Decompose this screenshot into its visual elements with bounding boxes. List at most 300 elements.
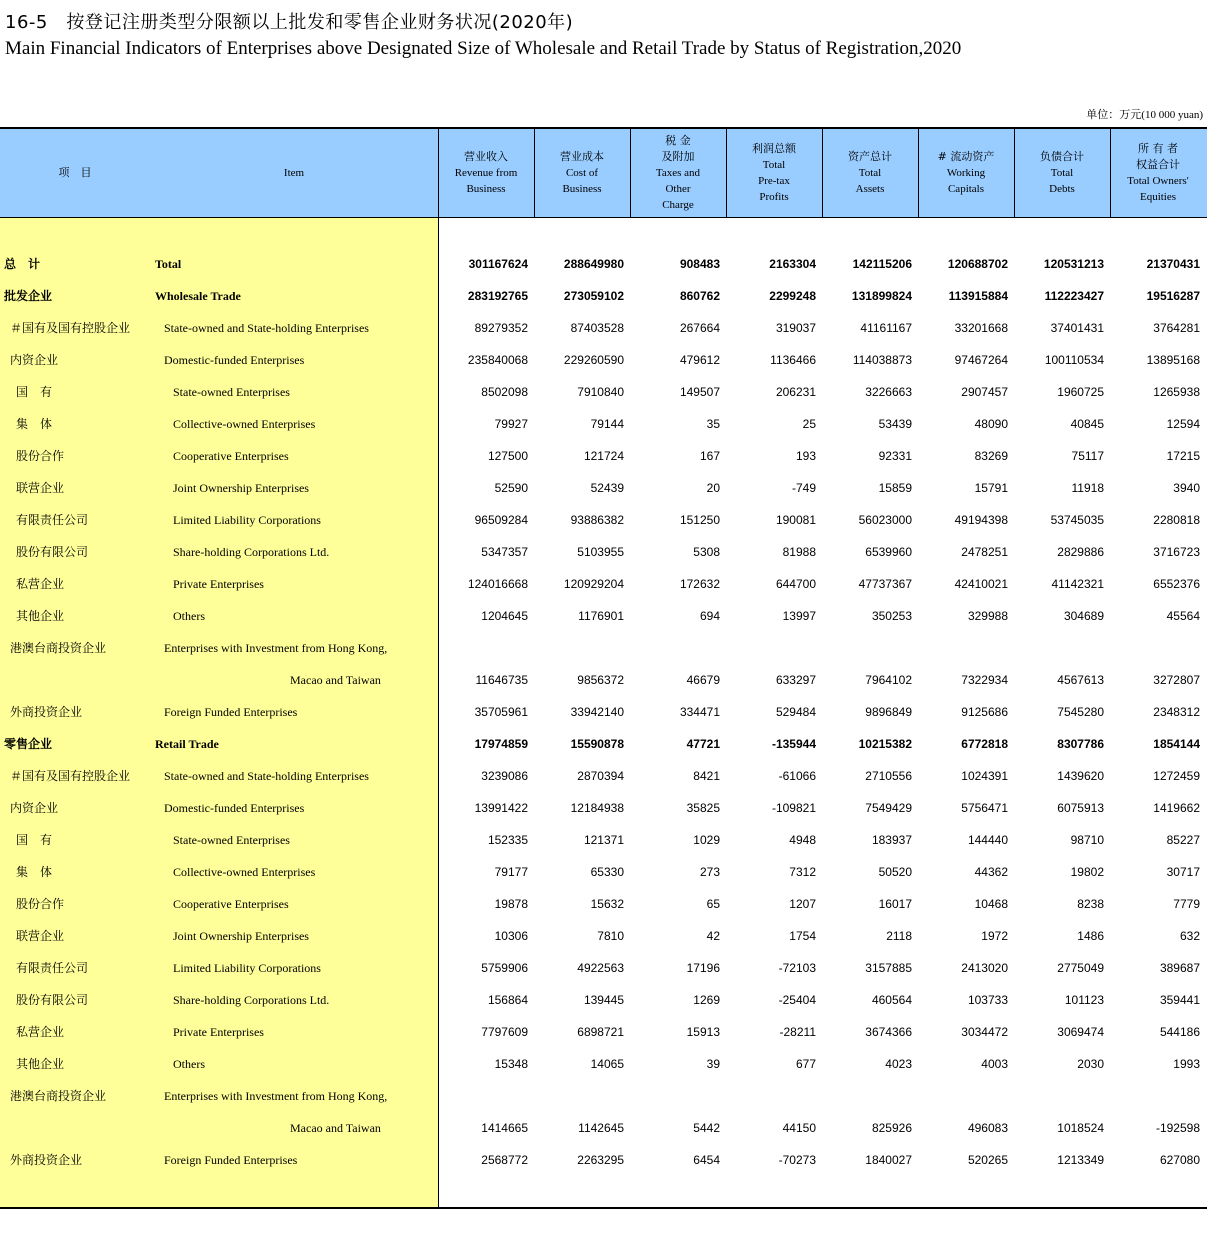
cell-value: 13895168 <box>1146 353 1200 367</box>
cell-value: 79177 <box>494 865 528 879</box>
row-label-cn: 零售企业 <box>4 737 53 751</box>
cell-value: 96509284 <box>474 513 528 527</box>
table-row <box>0 984 1207 1016</box>
row-label-en: State-owned Enterprises <box>173 833 290 847</box>
cell-value: 42410021 <box>954 577 1008 591</box>
table-row <box>0 376 1207 408</box>
cell-value: 156864 <box>487 993 528 1007</box>
column-divider <box>1014 129 1015 217</box>
row-label-en: Domestic-funded Enterprises <box>164 801 305 815</box>
cell-value: 3034472 <box>961 1025 1008 1039</box>
cell-value: 11918 <box>1071 481 1104 495</box>
cell-value: -25404 <box>778 993 816 1007</box>
cell-value: 644700 <box>775 577 816 591</box>
table-row <box>0 696 1207 728</box>
cell-value: 1024391 <box>961 769 1008 783</box>
cell-value: -109821 <box>771 801 816 815</box>
unit-label: 单位：万元(10 000 yuan) <box>1086 109 1203 121</box>
cell-value: 860762 <box>679 289 720 303</box>
row-label-cn: 内资企业 <box>10 353 59 367</box>
row-label-en: Enterprises with Investment from Hong Kong, <box>164 641 388 655</box>
cell-value: 359441 <box>1159 993 1200 1007</box>
row-label-cn: 外商投资企业 <box>10 705 83 719</box>
cell-value: 17196 <box>686 961 720 975</box>
cell-value: 2163304 <box>769 257 816 271</box>
cell-value: 301167624 <box>468 257 528 271</box>
cell-value: 1414665 <box>481 1121 528 1135</box>
cell-value: 12184938 <box>570 801 624 815</box>
cell-value: 98710 <box>1070 833 1104 847</box>
header-col-3: 利润总额 Total Pre-tax Profits <box>752 142 796 203</box>
table-row <box>0 600 1207 632</box>
cell-value: 7312 <box>789 865 816 879</box>
cell-value: 1854144 <box>1153 737 1200 751</box>
row-label-cn: 股份有限公司 <box>16 993 89 1007</box>
cell-value: 9896849 <box>865 705 912 719</box>
cell-value: 206231 <box>775 385 816 399</box>
cell-value: 273059102 <box>563 289 624 303</box>
cell-value: 6539960 <box>865 545 912 559</box>
cell-value: 93886382 <box>570 513 624 527</box>
table-row <box>0 472 1207 504</box>
cell-value: 1993 <box>1173 1057 1200 1071</box>
cell-value: 2710556 <box>865 769 912 783</box>
cell-value: 79927 <box>494 417 528 431</box>
cell-value: 167 <box>699 449 720 463</box>
cell-value: 1176901 <box>578 609 624 623</box>
cell-value: 329988 <box>967 609 1008 623</box>
cell-value: 2870394 <box>577 769 624 783</box>
cell-value: 677 <box>795 1057 816 1071</box>
cell-value: 149507 <box>679 385 720 399</box>
cell-value: 2413020 <box>961 961 1008 975</box>
header-col-6: 负债合计 Total Debts <box>1040 150 1084 195</box>
cell-value: 15791 <box>974 481 1008 495</box>
cell-value: 45564 <box>1166 609 1200 623</box>
cell-value: 15632 <box>590 897 624 911</box>
cell-value: 85227 <box>1166 833 1200 847</box>
cell-value: 5442 <box>693 1121 720 1135</box>
cell-value: 6898721 <box>577 1025 624 1039</box>
row-label-cn: 其他企业 <box>16 1057 65 1071</box>
table-row <box>0 1016 1207 1048</box>
row-label-en: Foreign Funded Enterprises <box>164 1153 298 1167</box>
row-label-en: Private Enterprises <box>173 1025 264 1039</box>
row-label-en: Others <box>173 609 205 623</box>
cell-value: 334471 <box>679 705 720 719</box>
cell-value: 19802 <box>1070 865 1104 879</box>
cell-value: 101123 <box>1064 993 1104 1007</box>
row-label-en: Retail Trade <box>155 737 219 751</box>
cell-value: 520265 <box>967 1153 1008 1167</box>
table-row <box>0 888 1207 920</box>
cell-value: 1272459 <box>1153 769 1200 783</box>
cell-value: 2775049 <box>1057 961 1104 975</box>
cell-value: 2263295 <box>577 1153 624 1167</box>
cell-value: -749 <box>791 481 816 495</box>
cell-value: 13997 <box>782 609 816 623</box>
cell-value: 65330 <box>590 865 624 879</box>
cell-value: 139445 <box>583 993 624 1007</box>
row-label-en: Wholesale Trade <box>155 289 241 303</box>
row-label-en: Cooperative Enterprises <box>173 897 289 911</box>
cell-value: 632 <box>1179 929 1200 943</box>
row-label-en: Limited Liability Corporations <box>173 513 321 527</box>
cell-value: 89279352 <box>474 321 528 335</box>
cell-value: 83269 <box>974 449 1008 463</box>
header-col-7: 所 有 者 权益合计 Total Owners' Equities <box>1127 142 1189 203</box>
cell-value: 1213349 <box>1057 1153 1104 1167</box>
cell-value: 1136466 <box>770 353 816 367</box>
cell-value: 2280818 <box>1153 513 1200 527</box>
cell-value: 8307786 <box>1057 737 1104 751</box>
row-label-cn: 集 体 <box>16 417 53 431</box>
table-row <box>0 952 1207 984</box>
cell-value: 121724 <box>583 449 624 463</box>
cell-value: 544186 <box>1159 1025 1200 1039</box>
table-row <box>0 856 1207 888</box>
cell-value: 7322934 <box>961 673 1008 687</box>
cell-value: 2478251 <box>961 545 1008 559</box>
cell-value: 17974859 <box>474 737 528 751</box>
row-label-cn: 批发企业 <box>4 289 53 303</box>
row-label-cn: 集 体 <box>16 865 53 879</box>
cell-value: 1840027 <box>865 1153 912 1167</box>
cell-value: 5759906 <box>481 961 528 975</box>
cell-value: 7810 <box>597 929 624 943</box>
cell-value: 5347357 <box>481 545 528 559</box>
cell-value: 1486 <box>1077 929 1104 943</box>
cell-value: 389687 <box>1159 961 1200 975</box>
cell-value: 46679 <box>686 673 720 687</box>
cell-value: 79144 <box>590 417 624 431</box>
cell-value: 19516287 <box>1146 289 1200 303</box>
row-label-cn: 私营企业 <box>16 1025 65 1039</box>
cell-value: -192598 <box>1155 1121 1200 1135</box>
cell-value: 5103955 <box>577 545 624 559</box>
cell-value: 44150 <box>782 1121 816 1135</box>
cell-value: 13991422 <box>474 801 528 815</box>
cell-value: 14065 <box>590 1057 624 1071</box>
cell-value: 5756471 <box>961 801 1008 815</box>
cell-value: 52439 <box>590 481 624 495</box>
column-divider <box>918 129 919 217</box>
table-row <box>0 440 1207 472</box>
cell-value: 1972 <box>981 929 1008 943</box>
cell-value: 100110534 <box>1044 353 1104 367</box>
cell-value: 50520 <box>878 865 912 879</box>
table-row <box>0 1048 1207 1080</box>
table-row <box>0 344 1207 376</box>
cell-value: 1029 <box>693 833 720 847</box>
cell-value: 1419662 <box>1153 801 1200 815</box>
cell-value: 193 <box>795 449 816 463</box>
row-label-en: Others <box>173 1057 205 1071</box>
cell-value: 17215 <box>1166 449 1200 463</box>
cell-value: 460564 <box>871 993 912 1007</box>
cell-value: 1207 <box>789 897 816 911</box>
cell-value: 633297 <box>775 673 816 687</box>
table-row <box>0 280 1207 312</box>
cell-value: 908483 <box>679 257 720 271</box>
header-col-4: 资产总计 Total Assets <box>848 150 892 195</box>
row-label-cn: 港澳台商投资企业 <box>10 1089 107 1103</box>
column-divider <box>726 129 727 217</box>
row-label-cn: 总 计 <box>4 257 41 271</box>
financial-table <box>0 127 1207 1209</box>
cell-value: 10215382 <box>858 737 912 751</box>
cell-value: 3674366 <box>865 1025 912 1039</box>
cell-value: 627080 <box>1159 1153 1200 1167</box>
cell-value: 319037 <box>775 321 816 335</box>
cell-value: 190081 <box>775 513 816 527</box>
cell-value: 15913 <box>686 1025 720 1039</box>
cell-value: 48090 <box>974 417 1008 431</box>
cell-value: 33201668 <box>954 321 1008 335</box>
cell-value: 49194398 <box>954 513 1008 527</box>
cell-value: 41161167 <box>860 321 912 335</box>
cell-value: 7779 <box>1173 897 1200 911</box>
cell-value: 33942140 <box>570 705 624 719</box>
cell-value: 5308 <box>693 545 720 559</box>
table-row <box>0 632 1207 664</box>
cell-value: 56023000 <box>858 513 912 527</box>
cell-value: 1018524 <box>1057 1121 1104 1135</box>
cell-value: 2907457 <box>961 385 1008 399</box>
cell-value: 1754 <box>789 929 816 943</box>
table-bottom-rule <box>0 1207 1207 1209</box>
cell-value: 3157885 <box>865 961 912 975</box>
table-row <box>0 504 1207 536</box>
header-col-5: # 流动资产 Working Capitals <box>937 150 995 195</box>
row-label-en: Macao and Taiwan <box>290 673 381 687</box>
cell-value: 2829886 <box>1057 545 1104 559</box>
table-row <box>0 792 1207 824</box>
cell-value: 2030 <box>1077 1057 1104 1071</box>
cell-value: 35825 <box>686 801 720 815</box>
cell-value: 1269 <box>693 993 720 1007</box>
cell-value: 694 <box>699 609 720 623</box>
row-label-cn: 联营企业 <box>16 929 65 943</box>
cell-value: 3069474 <box>1057 1025 1104 1039</box>
table-title-en: Main Financial Indicators of Enterprises above Designated Size of Wholesale and Retail Trade by Status of Registration,2020 <box>5 38 962 59</box>
cell-value: 7964102 <box>865 673 912 687</box>
table-title-cn: 16-5 按登记注册类型分限额以上批发和零售企业财务状况(2020年) <box>5 12 574 33</box>
row-label-cn: 股份合作 <box>16 897 65 911</box>
row-label-cn: 股份合作 <box>16 449 65 463</box>
cell-value: 87403528 <box>570 321 624 335</box>
cell-value: 7797609 <box>481 1025 528 1039</box>
cell-value: 9856372 <box>577 673 624 687</box>
header-item-cn: 项 目 <box>58 166 92 179</box>
cell-value: 35705961 <box>474 705 528 719</box>
cell-value: 9125686 <box>961 705 1008 719</box>
row-label-cn: 股份有限公司 <box>16 545 89 559</box>
cell-value: 15859 <box>878 481 912 495</box>
row-label-cn: 其他企业 <box>16 609 65 623</box>
row-label-en: Joint Ownership Enterprises <box>173 481 309 495</box>
cell-value: 65 <box>706 897 720 911</box>
row-label-cn: 港澳台商投资企业 <box>10 641 107 655</box>
cell-value: 37401431 <box>1050 321 1104 335</box>
column-divider <box>1110 129 1111 217</box>
row-label-en: Enterprises with Investment from Hong Kong, <box>164 1089 388 1103</box>
row-label-cn: 联营企业 <box>16 481 65 495</box>
cell-value: 53745035 <box>1050 513 1104 527</box>
table-header <box>0 129 1207 218</box>
cell-value: 152335 <box>487 833 528 847</box>
table-row <box>0 568 1207 600</box>
cell-value: -28211 <box>779 1025 816 1039</box>
cell-value: 4567613 <box>1057 673 1104 687</box>
row-label-en: Share-holding Corporations Ltd. <box>173 545 330 559</box>
cell-value: 2118 <box>886 929 912 943</box>
cell-value: 3272807 <box>1153 673 1200 687</box>
cell-value: 1439620 <box>1057 769 1104 783</box>
column-divider <box>822 129 823 217</box>
table-row <box>0 1112 1207 1144</box>
cell-value: 30717 <box>1166 865 1200 879</box>
cell-value: 151250 <box>679 513 720 527</box>
row-label-cn: ＃国有及国有控股企业 <box>10 769 131 783</box>
cell-value: 496083 <box>967 1121 1008 1135</box>
cell-value: 235840068 <box>467 353 528 367</box>
cell-value: 273 <box>699 865 720 879</box>
cell-value: 8238 <box>1077 897 1104 911</box>
cell-value: 53439 <box>878 417 912 431</box>
column-divider <box>630 129 631 217</box>
row-label-cn: 私营企业 <box>16 577 65 591</box>
cell-value: 7549429 <box>865 801 912 815</box>
cell-value: 288649980 <box>563 257 624 271</box>
table-row <box>0 664 1207 696</box>
cell-value: 144440 <box>967 833 1008 847</box>
cell-value: 121371 <box>583 833 624 847</box>
cell-value: 142115206 <box>852 257 912 271</box>
row-label-en: Macao and Taiwan <box>290 1121 381 1135</box>
row-label-en: Share-holding Corporations Ltd. <box>173 993 330 1007</box>
cell-value: 16017 <box>878 897 912 911</box>
cell-value: 1204645 <box>481 609 528 623</box>
cell-value: 124016668 <box>467 577 528 591</box>
table-row <box>0 1144 1207 1176</box>
column-divider <box>534 129 535 217</box>
cell-value: 3764281 <box>1153 321 1200 335</box>
column-divider <box>438 129 439 1207</box>
cell-value: 4023 <box>885 1057 912 1071</box>
row-label-cn: ＃国有及国有控股企业 <box>10 321 131 335</box>
cell-value: 304689 <box>1063 609 1104 623</box>
cell-value: -70273 <box>778 1153 816 1167</box>
header-col-1: 营业成本 Cost of Business <box>560 150 604 195</box>
header-item-en: Item <box>283 167 305 179</box>
cell-value: 131899824 <box>851 289 912 303</box>
row-label-en: Joint Ownership Enterprises <box>173 929 309 943</box>
cell-value: 2299248 <box>769 289 816 303</box>
cell-value: 4003 <box>981 1057 1008 1071</box>
row-label-cn: 内资企业 <box>10 801 59 815</box>
cell-value: 19878 <box>494 897 528 911</box>
cell-value: 1960725 <box>1057 385 1104 399</box>
row-label-en: Collective-owned Enterprises <box>173 865 316 879</box>
cell-value: -72103 <box>778 961 816 975</box>
cell-value: 8421 <box>693 769 720 783</box>
cell-value: 25 <box>802 417 816 431</box>
cell-value: 4922563 <box>577 961 624 975</box>
cell-value: 35 <box>706 417 720 431</box>
cell-value: -135944 <box>771 737 816 751</box>
cell-value: 3226663 <box>865 385 912 399</box>
cell-value: 41142321 <box>1051 577 1104 591</box>
cell-value: 20 <box>706 481 720 495</box>
cell-value: 10468 <box>974 897 1008 911</box>
cell-value: -61066 <box>778 769 816 783</box>
row-label-en: Cooperative Enterprises <box>173 449 289 463</box>
cell-value: 47737367 <box>858 577 912 591</box>
cell-value: 283192765 <box>467 289 528 303</box>
cell-value: 120929204 <box>563 577 624 591</box>
cell-value: 2348312 <box>1153 705 1200 719</box>
cell-value: 172632 <box>679 577 720 591</box>
table-row <box>0 248 1207 280</box>
cell-value: 529484 <box>775 705 816 719</box>
cell-value: 6772818 <box>961 737 1008 751</box>
cell-value: 183937 <box>871 833 912 847</box>
table-row <box>0 920 1207 952</box>
table-row <box>0 824 1207 856</box>
cell-value: 4948 <box>789 833 816 847</box>
cell-value: 2568772 <box>481 1153 528 1167</box>
cell-value: 350253 <box>871 609 912 623</box>
cell-value: 81988 <box>782 545 816 559</box>
cell-value: 6454 <box>693 1153 720 1167</box>
cell-value: 120688702 <box>947 257 1008 271</box>
cell-value: 120531213 <box>1043 257 1104 271</box>
cell-value: 3716723 <box>1153 545 1200 559</box>
cell-value: 7910840 <box>577 385 624 399</box>
cell-value: 479612 <box>679 353 720 367</box>
row-label-en: State-owned and State-holding Enterprises <box>164 321 369 335</box>
cell-value: 39 <box>706 1057 720 1071</box>
cell-value: 92331 <box>878 449 912 463</box>
row-label-en: Private Enterprises <box>173 577 264 591</box>
cell-value: 113915884 <box>948 289 1008 303</box>
row-label-en: Foreign Funded Enterprises <box>164 705 298 719</box>
row-label-cn: 外商投资企业 <box>10 1153 83 1167</box>
cell-value: 6075913 <box>1057 801 1104 815</box>
row-label-cn: 有限责任公司 <box>16 513 89 527</box>
cell-value: 112223427 <box>1044 289 1104 303</box>
cell-value: 825926 <box>871 1121 912 1135</box>
cell-value: 75117 <box>1071 449 1104 463</box>
row-label-en: Total <box>155 257 182 271</box>
row-label-en: State-owned and State-holding Enterprises <box>164 769 369 783</box>
row-label-en: State-owned Enterprises <box>173 385 290 399</box>
table-row <box>0 728 1207 760</box>
cell-value: 42 <box>706 929 720 943</box>
table-row <box>0 1080 1207 1112</box>
cell-value: 1142645 <box>578 1121 624 1135</box>
cell-value: 15348 <box>494 1057 528 1071</box>
header-col-0: 营业收入 Revenue from Business <box>454 150 518 195</box>
cell-value: 97467264 <box>954 353 1008 367</box>
cell-value: 44362 <box>974 865 1008 879</box>
cell-value: 267664 <box>679 321 720 335</box>
header-col-2: 税 金 及附加 Taxes and Other Charge <box>655 134 701 211</box>
cell-value: 52590 <box>494 481 528 495</box>
cell-value: 8502098 <box>481 385 528 399</box>
table-row <box>0 312 1207 344</box>
